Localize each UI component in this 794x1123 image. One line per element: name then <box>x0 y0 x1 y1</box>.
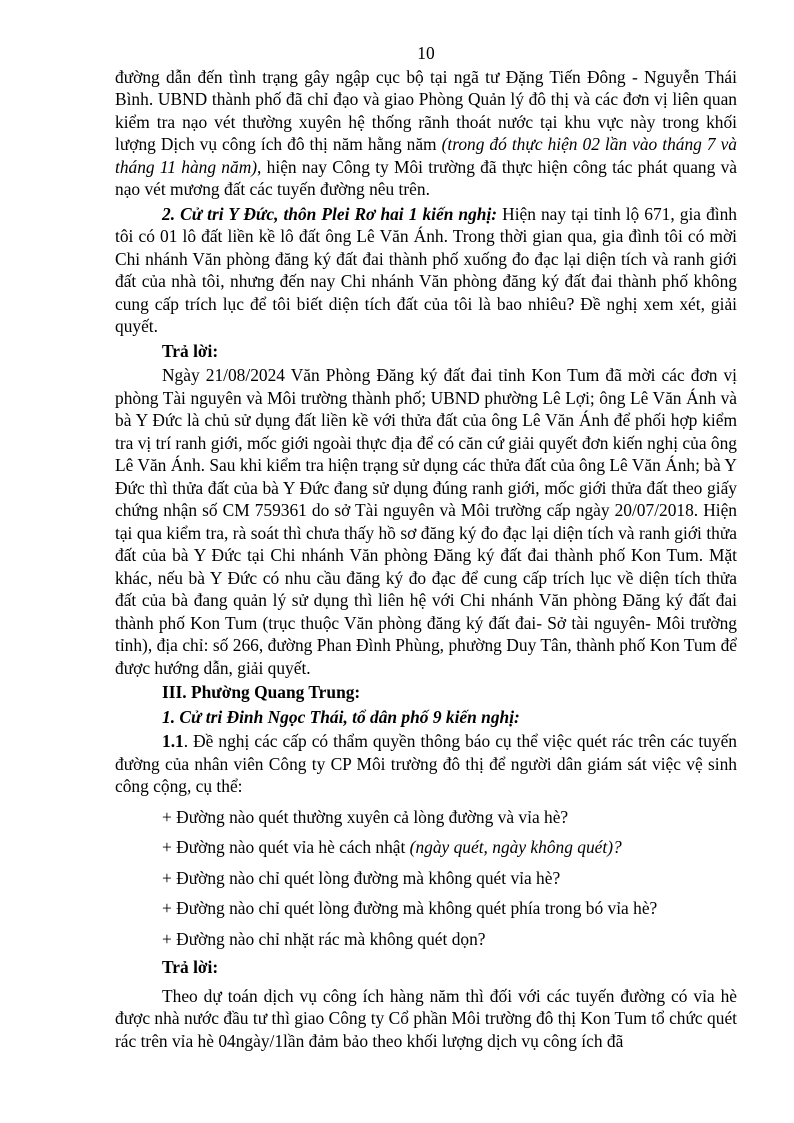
answer-paragraph: Theo dự toán dịch vụ công ích hàng năm thì đối với các tuyến đường có vỉa hè được nhà nước đầu tư thì giao Công ty Cổ phần Môi trường đô thị Kon Tum tổ chức quét rác trên vỉa hè 04ngày/1lần đảm bảo theo khối lượng dịch vụ công ích đã <box>115 985 737 1051</box>
petition-subitem-1-1 <box>115 730 737 798</box>
subitem-number: 1.1 <box>162 731 184 751</box>
answer-paragraph: Ngày 21/08/2024 Văn Phòng Đăng ký đất đai tỉnh Kon Tum đã mời các đơn vị phòng Tài nguyên và Môi trường thành phố; UBND phường Lê Lợi; ông Lê Văn Ánh và bà Y Đức là chủ sử dụng đất liền kề với thửa đất của ông Lê Văn Ánh để phối hợp kiểm tra vị trí ranh giới, mốc giới ngoài thực địa để có căn cứ giải quyết đơn kiến nghị của ông Lê Văn Ánh. Sau khi kiểm tra hiện trạng sử dụng các thửa đất của ông Lê Văn Ánh; bà Y Đức thì thửa đất của bà Y Đức đang sử dụng đúng ranh giới, mốc giới thửa đất theo giấy chứng nhận số CM 759361 do sở Tài nguyên và Môi trường cấp ngày 20/07/2018. Hiện tại qua kiểm tra, rà soát thì chưa thấy hồ sơ đăng ký đo đạc lại diện tích và ranh giới thửa đất của bà Y Đức tại Chi nhánh Văn phòng Đăng ký đất đai thành phố Kon Tum. Mặt khác, nếu bà Y Đức có nhu cầu đăng ký đo đạc để cung cấp trích lục về diện tích thửa đất của bà đang quản lý sử dụng thì liên hệ với Chi nhánh Văn phòng Đăng ký đất đai thành phố Kon Tum (trục thuộc Văn phòng đăng ký đất đai- Sở tài nguyên- Môi trường tỉnh), địa chỉ: số 266, đường Phan Đình Phùng, phường Duy Tân, thành phố Kon Tum để được hướng dẫn, giải quyết. <box>115 365 737 678</box>
answer-label: Trả lời: <box>162 340 219 361</box>
paragraph-italic-note: (trong đó thực hiện 02 lần vào tháng 7 và tháng 11 hàng năm) <box>115 134 737 177</box>
bullet-item <box>115 836 737 859</box>
petition-heading: 2. Cử tri Y Đức, thôn Plei Rơ hai 1 kiến nghị: <box>162 203 498 224</box>
bullet-text: + Đường nào quét thường xuyên cả lòng đường và vỉa hè? <box>162 806 569 827</box>
paragraph-text: đường dẫn đến tình trạng gây ngập cục bộ tại ngã tư Đặng Tiến Đông - Nguyễn Thái Bình. UBND thành phố đã chỉ đạo và giao Phòng Quản lý đô thị và các đơn vị liên quan kiểm tra nạo vét thường xuyên hệ thống rãnh thoát nước tại khu vực này trong khối lượng Dịch vụ công ích đô thị năm hằng năm <box>115 66 737 154</box>
section-heading: III. Phường Quang Trung: <box>162 682 361 702</box>
bullet-italic: (ngày quét, ngày không quét)? <box>409 837 622 857</box>
page-number: 10 <box>417 43 435 63</box>
subitem-text: . Đề nghị các cấp có thẩm quyền thông báo cụ thể việc quét rác trên các tuyến đường của nhân viên Công ty CP Môi trường đô thị để người dân giám sát việc vệ sinh công cộng, cụ thể: <box>115 731 737 796</box>
paragraph-tail: , hiện nay Công ty Môi trường đã thực hiện công tác phát quang và nạo vét mương đất các tuyến đường nêu trên. <box>115 156 737 199</box>
answer-label: Trả lời: <box>162 957 219 977</box>
petition-text: Hiện nay tại tỉnh lộ 671, gia đình tôi có 01 lô đất liền kề lô đất ông Lê Văn Ánh. Trong thời gian qua, gia đình tôi có mời Chi nhánh Văn phòng đăng ký đất đai thành phố xuống đo đạc lại diện tích và ranh giới đất của nhà tôi, nhưng đến nay Chi nhánh Văn phòng đăng ký đất đai thành phố không cung cấp trích lục để tôi biết diện tích đất của tôi là bao nhiêu? Đề nghị xem xét, giải quyết. <box>115 203 737 336</box>
bullet-text: + Đường nào chỉ quét lòng đường mà không quét vỉa hè? <box>162 867 561 888</box>
bullet-item <box>115 806 737 829</box>
petition-heading-3-1: 1. Cử tri Đinh Ngọc Thái, tổ dân phố 9 kiến nghị: <box>162 706 520 727</box>
bullet-item <box>115 897 737 920</box>
bullet-text: + Đường nào chỉ quét lòng đường mà không quét phía trong bó vỉa hè? <box>162 898 658 918</box>
paragraph-drainage <box>115 66 737 201</box>
petition-item-2 <box>115 203 737 338</box>
document-page <box>115 42 737 1052</box>
bullet-item <box>115 867 737 890</box>
bullet-text: + Đường nào chỉ nhặt rác mà không quét dọn? <box>162 928 486 949</box>
bullet-item <box>115 928 737 951</box>
bullet-text: + Đường nào quét vỉa hè cách nhật <box>162 837 410 857</box>
